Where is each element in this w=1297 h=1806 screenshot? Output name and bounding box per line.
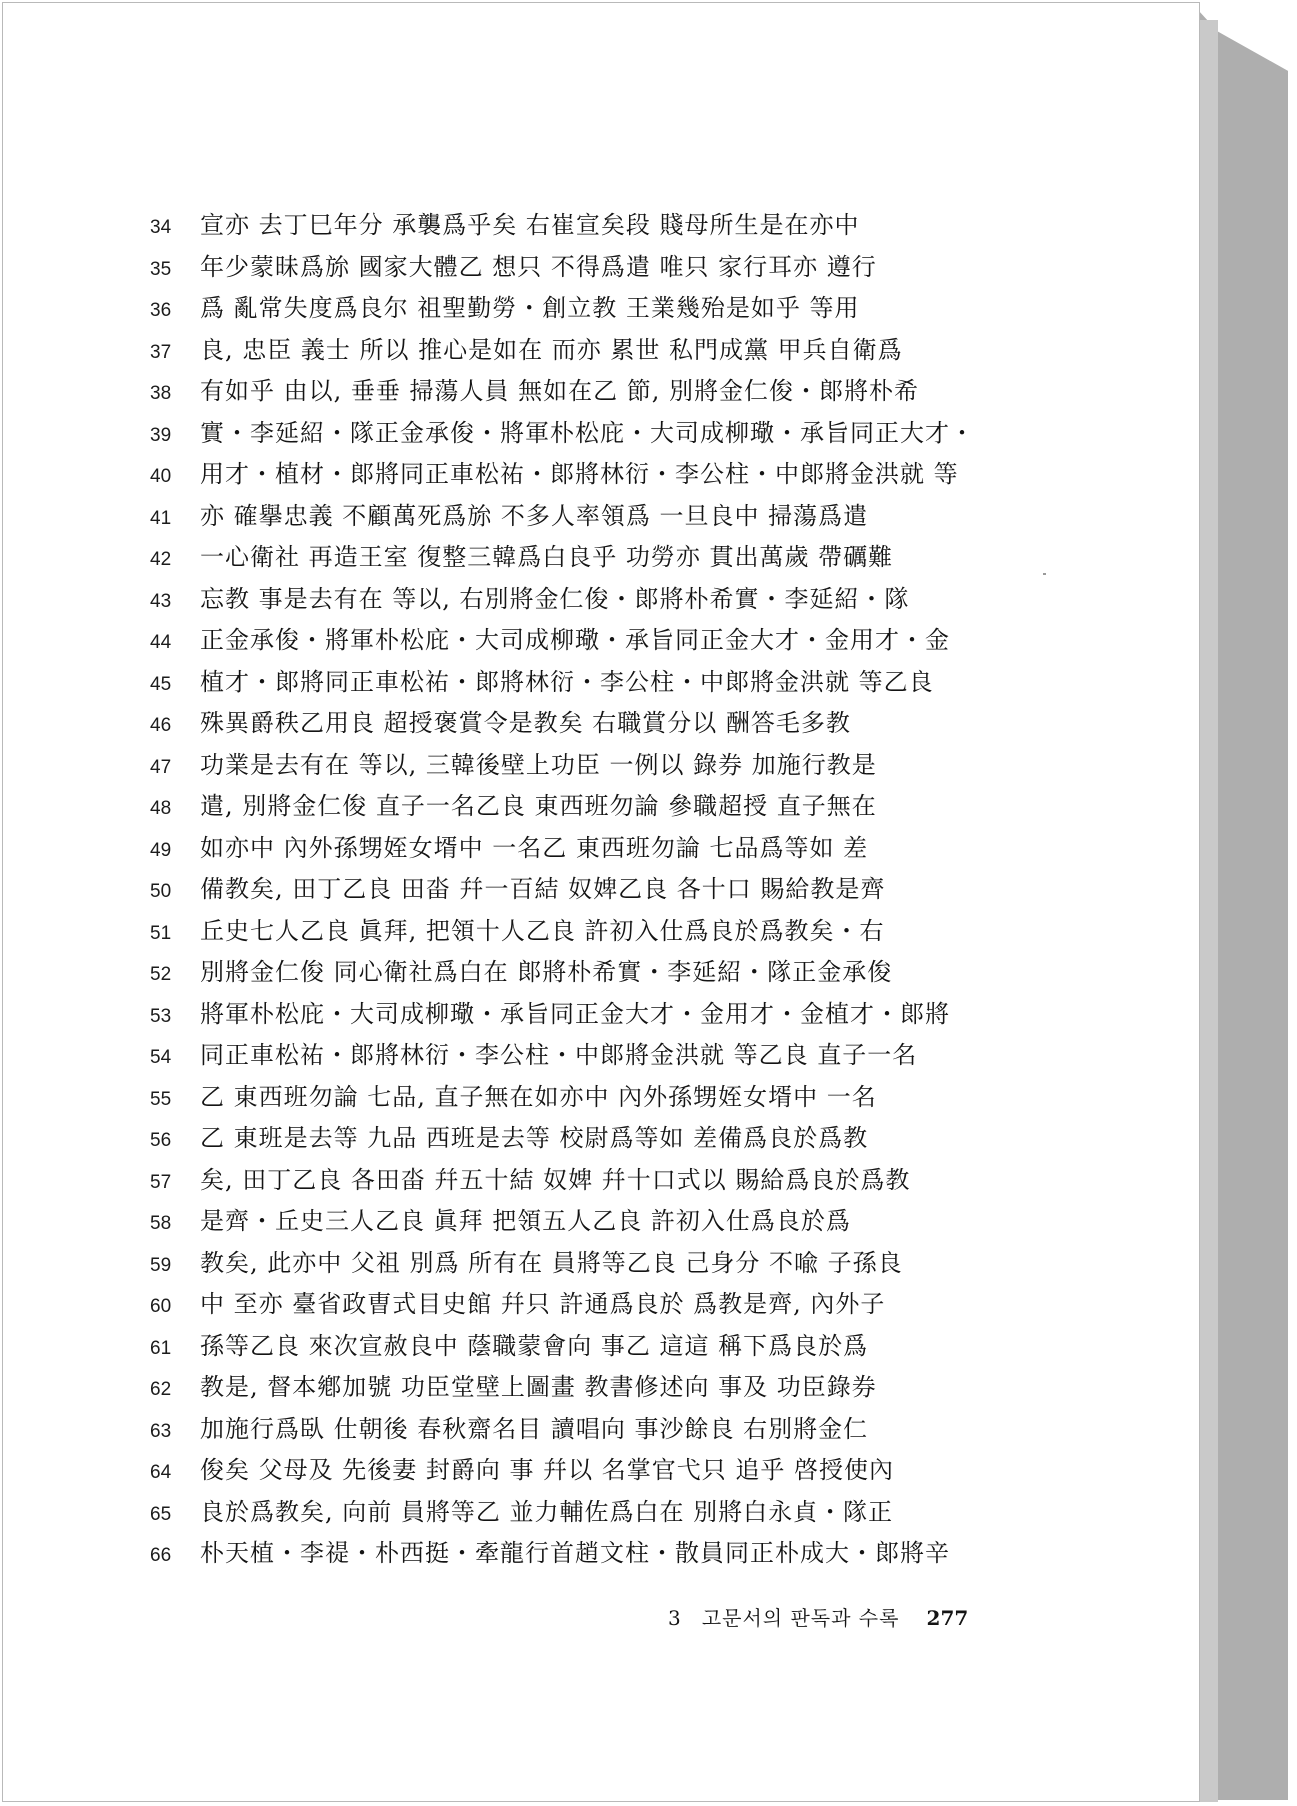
line-text: 正金承俊・將軍朴松庇・大司成柳璥・承旨同正金大才・金用才・金 xyxy=(200,626,950,654)
text-line xyxy=(150,745,1050,787)
text-line xyxy=(150,1450,1050,1492)
line-text: 中 至亦 臺省政曺式目史館 幷只 許通爲良於 爲教是齊, 內外子 xyxy=(200,1290,886,1318)
line-number: 37 xyxy=(150,341,172,363)
footer-chapter-number: 3 xyxy=(668,1606,681,1630)
page-edge-inner xyxy=(1198,20,1218,1802)
line-number: 48 xyxy=(150,798,172,819)
text-line xyxy=(150,952,1050,994)
line-text: 一心衛社 再造王室 復整三韓爲白良乎 功勞亦 貫出萬歲 帶礪難 xyxy=(200,543,894,571)
line-number: 43 xyxy=(150,590,172,612)
line-number: 35 xyxy=(150,258,172,280)
line-number: 36 xyxy=(150,300,172,321)
line-text: 孫等乙良 來次宣赦良中 蔭職蒙會向 事乙 這這 稱下爲良於爲 xyxy=(200,1331,869,1360)
line-number: 54 xyxy=(150,1047,172,1068)
line-text: 備教矣, 田丁乙良 田畓 幷一百結 奴婢乙良 各十口 賜給教是齊 xyxy=(200,875,886,903)
text-line xyxy=(150,1284,1050,1326)
line-number: 38 xyxy=(150,383,172,404)
line-text: 實・李延紹・隊正金承俊・將軍朴松庇・大司成柳璥・承旨同正大才・ xyxy=(200,418,975,447)
line-number: 52 xyxy=(150,964,172,985)
line-number: 50 xyxy=(150,881,172,902)
line-text: 朴天植・李禔・朴西挺・牽龍行首趙文柱・散員同正朴成大・郞將辛 xyxy=(200,1539,950,1567)
line-text: 良於爲教矣, 向前 員將等乙 並力輔佐爲白在 別將白永貞・隊正 xyxy=(200,1497,894,1526)
line-text: 加施行爲臥 仕朝後 春秋齋名目 讀唱向 事沙餘良 右別將金仁 xyxy=(200,1414,869,1443)
footer-page-number: 277 xyxy=(926,1606,969,1630)
text-line xyxy=(150,1160,1050,1202)
line-text: 同正車松祐・郞將林衍・李公柱・中郞將金洪就 等乙良 直子一名 xyxy=(200,1041,918,1069)
line-text: 植才・郞將同正車松祐・郞將林衍・李公柱・中郞將金洪就 等乙良 xyxy=(200,667,934,696)
line-text: 遣, 別將金仁俊 直子一名乙良 東西班勿論 參職超授 直子無在 xyxy=(200,792,877,820)
line-text: 功業是去有在 等以, 三韓後壁上功臣 一例以 錄券 加施行教是 xyxy=(200,750,877,779)
line-text: 教是, 督本鄕加號 功臣堂壁上圖畫 教書修述向 事及 功臣錄券 xyxy=(200,1373,877,1401)
text-line xyxy=(150,662,1050,704)
line-number: 45 xyxy=(150,673,172,695)
line-number: 44 xyxy=(150,632,172,653)
line-number: 61 xyxy=(150,1337,172,1359)
text-line xyxy=(150,288,1050,330)
line-text: 矣, 田丁乙良 各田畓 幷五十結 奴婢 幷十口式以 賜給爲良於爲教 xyxy=(200,1165,911,1194)
text-line xyxy=(150,1367,1050,1409)
line-number: 56 xyxy=(150,1130,172,1151)
text-line xyxy=(150,1326,1050,1368)
line-text: 如亦中 內外孫甥姪女壻中 一名乙 東西班勿論 七品爲等如 差 xyxy=(200,833,869,862)
text-line xyxy=(150,786,1050,828)
line-number: 60 xyxy=(150,1296,172,1317)
line-text: 丘史七人乙良 眞拜, 把領十人乙良 許初入仕爲良於爲教矣・右 xyxy=(200,916,885,945)
line-number: 65 xyxy=(150,1503,172,1525)
line-text: 有如乎 由以, 垂垂 掃蕩人員 無如在乙 節, 別將金仁俊・郞將朴希 xyxy=(200,377,920,405)
text-line xyxy=(150,205,1050,247)
text-line xyxy=(150,371,1050,413)
text-line xyxy=(150,994,1050,1036)
line-number: 66 xyxy=(150,1545,172,1566)
line-text: 爲 亂常失度爲良尔 祖聖勤勞・創立教 王業幾殆是如乎 等用 xyxy=(200,294,860,322)
line-number: 58 xyxy=(150,1213,172,1234)
text-line xyxy=(150,1118,1050,1160)
line-text: 乙 東班是去等 九品 西班是去等 校尉爲等如 差備爲良於爲教 xyxy=(200,1124,869,1152)
line-text: 乙 東西班勿論 七品, 直子無在如亦中 內外孫甥姪女壻中 一名 xyxy=(200,1082,877,1111)
line-number: 55 xyxy=(150,1088,172,1110)
line-number: 39 xyxy=(150,424,172,446)
line-number: 42 xyxy=(150,549,172,570)
text-line xyxy=(150,454,1050,496)
text-line xyxy=(150,1492,1050,1534)
text-line xyxy=(150,703,1050,745)
line-text: 教矣, 此亦中 父祖 別爲 所有在 員將等乙良 己身分 不喩 子孫良 xyxy=(200,1248,903,1277)
text-line xyxy=(150,247,1050,289)
line-number: 51 xyxy=(150,922,172,944)
line-number: 46 xyxy=(150,715,172,736)
footer-chapter-title: 고문서의 판독과 수록 xyxy=(701,1606,900,1630)
text-line xyxy=(150,1077,1050,1119)
line-text: 將軍朴松庇・大司成柳璥・承旨同正金大才・金用才・金植才・郞將 xyxy=(200,999,950,1028)
line-number: 47 xyxy=(150,756,172,778)
text-line xyxy=(150,496,1050,538)
page-footer xyxy=(668,1602,968,1631)
text-line xyxy=(150,869,1050,911)
line-number: 64 xyxy=(150,1462,172,1483)
text-line xyxy=(150,1409,1050,1451)
line-text: 忘教 事是去有在 等以, 右別將金仁俊・郞將朴希實・李延紹・隊 xyxy=(200,584,910,613)
line-number: 63 xyxy=(150,1420,172,1442)
text-line xyxy=(150,579,1050,621)
line-text: 是齊・丘史三人乙良 眞拜 把領五人乙良 許初入仕爲良於爲 xyxy=(200,1207,851,1235)
text-line xyxy=(150,1243,1050,1285)
text-line xyxy=(150,1533,1050,1575)
text-line xyxy=(150,1201,1050,1243)
line-text: 亦 確擧忠義 不顧萬死爲旀 不多人率領爲 一旦良中 掃蕩爲遣 xyxy=(200,501,869,530)
text-line xyxy=(150,620,1050,662)
line-text: 宣亦 去丁巳年分 承襲爲乎矣 右崔宣矣段 賤母所生是在亦中 xyxy=(200,211,860,239)
line-number: 53 xyxy=(150,1005,172,1027)
line-text: 用才・植材・郞將同正車松祐・郞將林衍・李公柱・中郞將金洪就 等 xyxy=(200,460,959,488)
line-text: 別將金仁俊 同心衛社爲白在 郞將朴希實・李延紹・隊正金承俊 xyxy=(200,958,893,986)
line-number: 49 xyxy=(150,839,172,861)
line-number: 59 xyxy=(150,1254,172,1276)
line-number: 62 xyxy=(150,1379,172,1400)
text-line xyxy=(150,911,1050,953)
line-number: 41 xyxy=(150,507,172,529)
line-text: 良, 忠臣 義士 所以 推心是如在 而亦 累世 私門成黨 甲兵自衛爲 xyxy=(200,335,903,364)
line-text: 殊異爵秩乙用良 超授褒賞令是教矣 右職賞分以 酬答毛多教 xyxy=(200,709,851,737)
line-text: 年少蒙昧爲旀 國家大體乙 想只 不得爲遣 唯只 家行耳亦 遵行 xyxy=(200,252,877,281)
line-text: 俊矣 父母及 先後妻 封爵向 事 幷以 名掌官弋只 追乎 啓授使內 xyxy=(200,1456,895,1484)
line-number: 40 xyxy=(150,466,172,487)
text-line xyxy=(150,537,1050,579)
text-line xyxy=(150,1035,1050,1077)
text-line xyxy=(150,330,1050,372)
line-number: 57 xyxy=(150,1171,172,1193)
text-line xyxy=(150,828,1050,870)
text-body xyxy=(150,205,1050,1575)
line-number: 34 xyxy=(150,217,172,238)
text-line xyxy=(150,413,1050,455)
